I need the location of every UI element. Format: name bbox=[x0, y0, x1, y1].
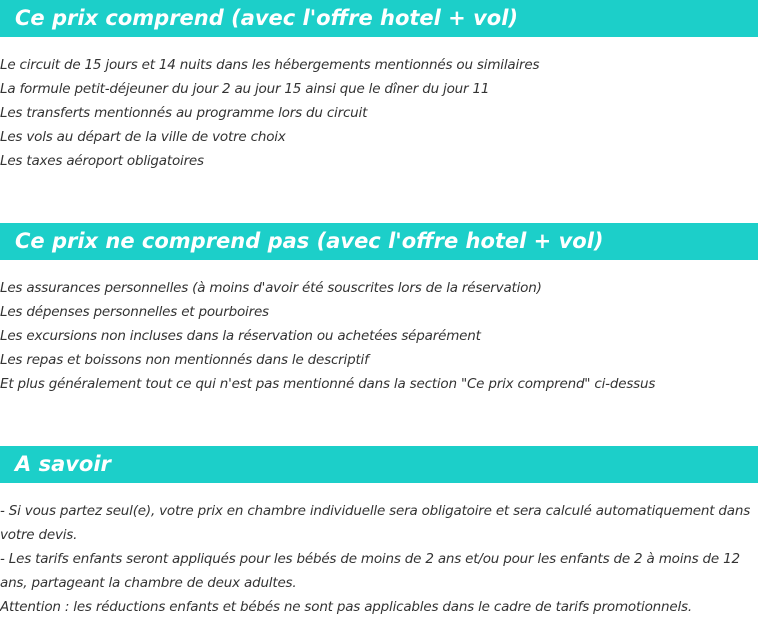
list-item: Les taxes aéroport obligatoires bbox=[0, 153, 204, 169]
section-header-included: Ce prix comprend (avec l'offre hotel + vol) bbox=[0, 0, 758, 37]
included-list bbox=[0, 53, 758, 173]
section-header-a-savoir: A savoir bbox=[0, 446, 758, 483]
list-item: Les excursions non incluses dans la réservation ou achetées séparément bbox=[0, 328, 481, 344]
list-item: La formule petit-déjeuner du jour 2 au jour 15 ainsi que le dîner du jour 11 bbox=[0, 81, 490, 97]
list-item: Les assurances personnelles (à moins d'avoir été souscrites lors de la réservation) bbox=[0, 280, 542, 296]
list-item: Les transferts mentionnés au programme lors du circuit bbox=[0, 105, 368, 121]
list-item: Les dépenses personnelles et pourboires bbox=[0, 304, 269, 320]
not-included-list bbox=[0, 276, 758, 396]
info-paragraph: Attention : les réductions enfants et bébés ne sont pas applicables dans le cadre de tarifs promotionnels. bbox=[0, 599, 692, 615]
section-header-not-included: Ce prix ne comprend pas (avec l'offre hotel + vol) bbox=[0, 223, 758, 260]
list-item: Les vols au départ de la ville de votre choix bbox=[0, 129, 286, 145]
list-item: Et plus généralement tout ce qui n'est pas mentionné dans la section "Ce prix comprend" ci-dessus bbox=[0, 376, 656, 392]
list-item: Le circuit de 15 jours et 14 nuits dans les hébergements mentionnés ou similaires bbox=[0, 57, 540, 73]
a-savoir-content bbox=[0, 499, 752, 619]
list-item: Les repas et boissons non mentionnés dans le descriptif bbox=[0, 352, 369, 368]
info-paragraph: - Les tarifs enfants seront appliqués pour les bébés de moins de 2 ans et/ou pour les enfants de 2 à moins de 12 ans, partageant la chambre de deux adultes. bbox=[0, 551, 740, 591]
info-paragraph: - Si vous partez seul(e), votre prix en chambre individuelle sera obligatoire et sera calculé automatiquement dans votre devis. bbox=[0, 503, 751, 543]
